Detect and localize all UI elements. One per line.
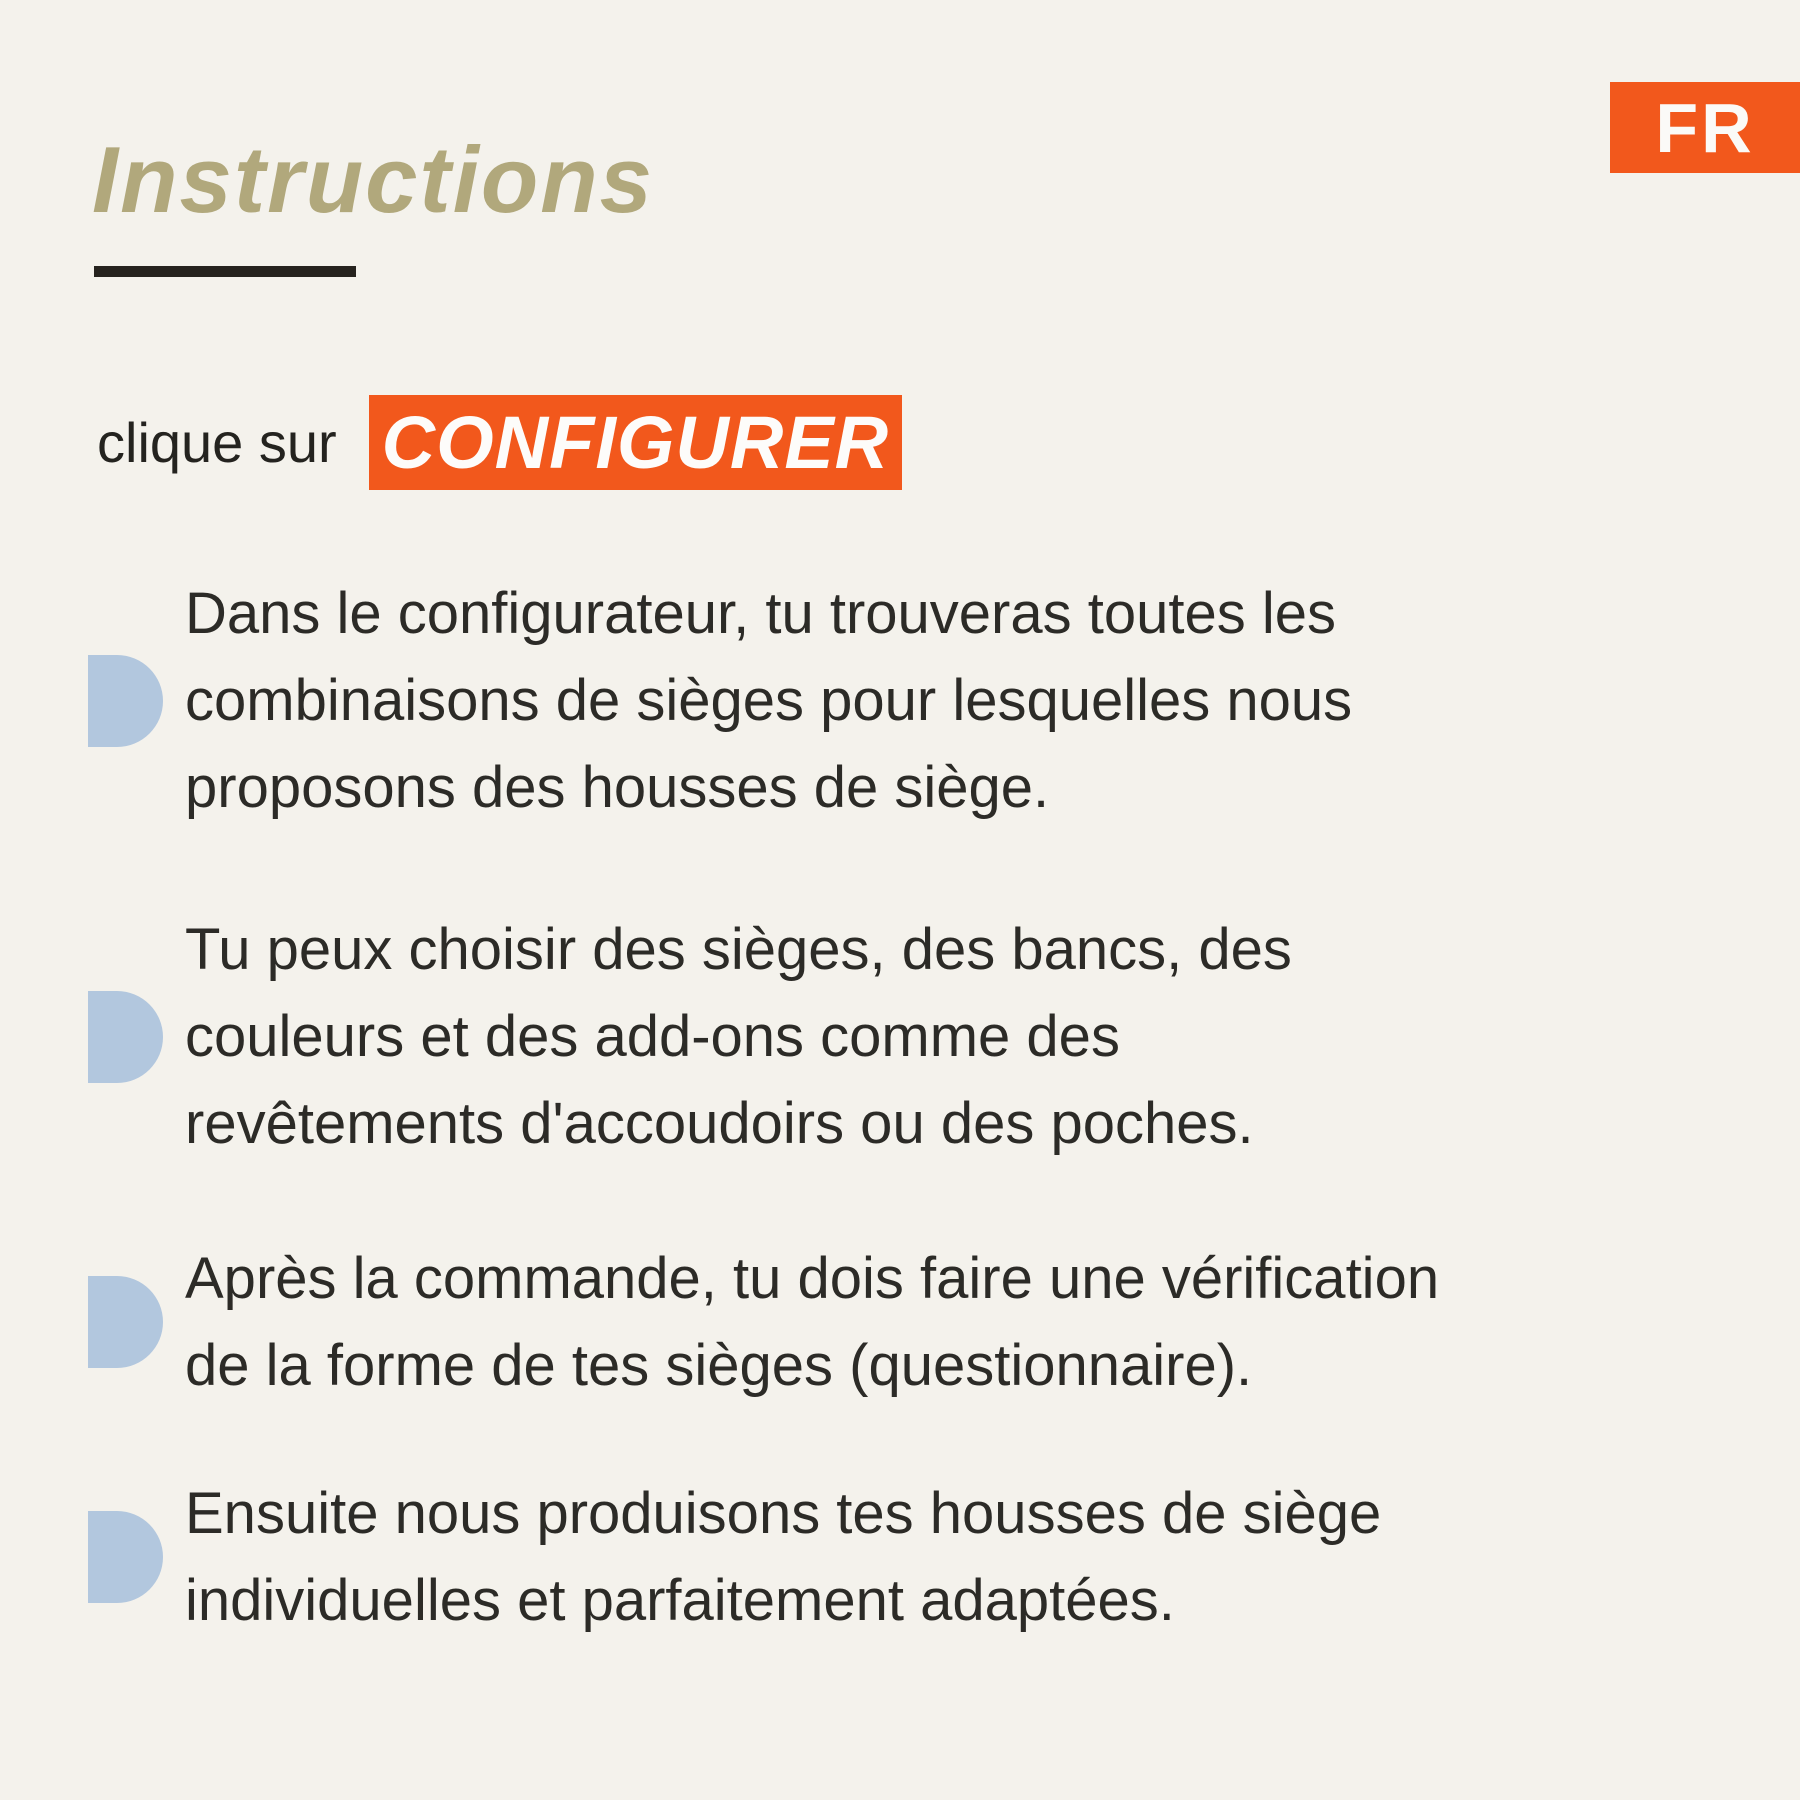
bullet-item-4 [88,1470,1381,1644]
title-underline [94,266,356,277]
bullet-marker-shape [88,991,163,1083]
bullet-text-2 [185,906,1292,1167]
bullet-text-3 [185,1235,1439,1409]
bullet-line: proposons des housses de siège. [185,755,1050,820]
language-badge[interactable]: FR [1610,82,1800,173]
cta-row [97,395,902,490]
bullet-line: Ensuite nous produisons tes housses de siège [185,1481,1382,1546]
bullet-line: individuelles et parfaitement adaptées. [185,1568,1175,1633]
bullet-marker-shape [88,655,163,747]
configurer-button[interactable]: CONFIGURER [369,395,902,490]
bullet-line: couleurs et des add-ons comme des [185,1004,1120,1069]
bullet-text-1 [185,570,1352,831]
bullet-item-3 [88,1235,1439,1409]
bullet-line: revêtements d'accoudoirs ou des poches. [185,1091,1254,1156]
bullet-item-2 [88,906,1292,1167]
bullet-line: combinaisons de sièges pour lesquelles nous [185,668,1353,733]
bullet-line: Tu peux choisir des sièges, des bancs, des [185,917,1292,982]
bullet-marker-shape [88,1276,163,1368]
bullet-marker-shape [88,1511,163,1603]
bullet-line: Dans le configurateur, tu trouveras toutes les [185,581,1336,646]
page-title: Instructions [92,127,654,232]
cta-prefix-label: clique sur [97,411,337,474]
bullet-line: de la forme de tes sièges (questionnaire). [185,1333,1253,1398]
bullet-text-4 [185,1470,1381,1644]
bullet-item-1 [88,570,1352,831]
bullet-line: Après la commande, tu dois faire une vérification [185,1246,1440,1311]
